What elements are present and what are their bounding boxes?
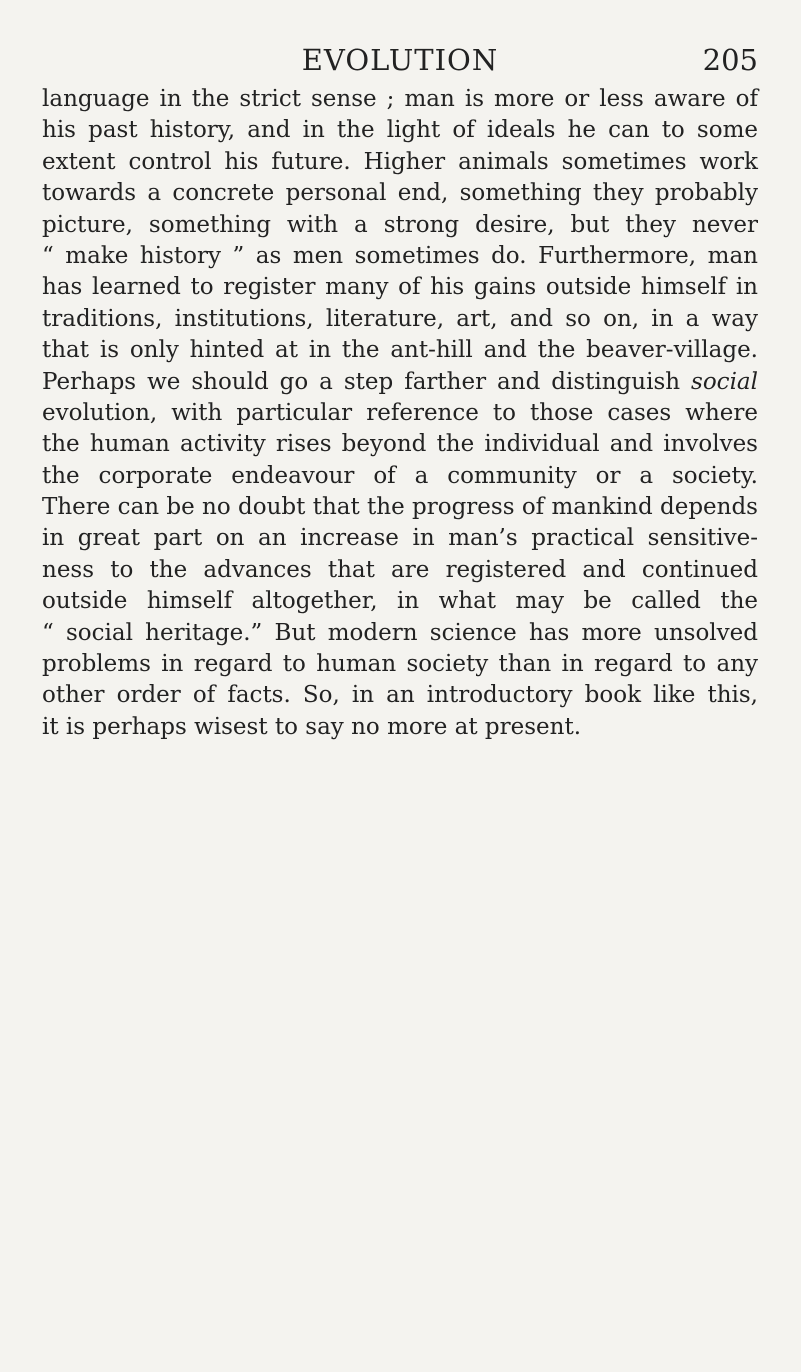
- text-line: outside himself altogether, in what may be called the: [42, 588, 758, 615]
- text-line: has learned to register many of his gains outside himself in: [42, 274, 758, 301]
- text-line: “ make history ” as men sometimes do. Furthermore, man: [42, 242, 758, 269]
- text-line: extent control his future. Higher animals sometimes work: [42, 148, 758, 175]
- body-text: [42, 84, 758, 743]
- text-segment: Perhaps we should go a step farther and distinguish: [42, 368, 681, 395]
- text-line: There can be no doubt that the progress of mankind depends: [42, 494, 758, 521]
- text-line: towards a concrete personal end, something they probably: [42, 180, 758, 207]
- emphasized-word: social: [691, 368, 758, 395]
- page-number: 205: [702, 43, 758, 77]
- text-line: “ social heritage.” But modern science has more unsolved: [42, 619, 758, 646]
- text-line: problems in regard to human society than in regard to any: [42, 651, 758, 678]
- text-line: other order of facts. So, in an introductory book like this,: [42, 682, 758, 709]
- text-line: traditions, institutions, literature, art, and so on, in a way: [42, 305, 758, 332]
- text-line: the human activity rises beyond the individual and involves: [42, 431, 758, 458]
- text-line: his past history, and in the light of ideals he can to some: [42, 117, 758, 144]
- text-line: language in the strict sense ; man is more or less aware of: [42, 86, 758, 112]
- text-line: in great part on an increase in man’s practical sensitive-: [42, 525, 758, 552]
- text-line: ness to the advances that are registered and continued: [42, 556, 758, 583]
- chapter-title: EVOLUTION: [301, 43, 499, 77]
- text-line: that is only hinted at in the ant-hill and the beaver-village.: [42, 337, 758, 364]
- text-line: evolution, with particular reference to those cases where: [42, 399, 758, 426]
- text-line: it is perhaps wisest to say no more at present.: [42, 713, 582, 740]
- text-line-with-emphasis: [42, 367, 758, 398]
- text-line: the corporate endeavour of a community or a society.: [42, 462, 758, 489]
- running-head: [42, 38, 758, 82]
- text-line: picture, something with a strong desire, but they never: [42, 211, 758, 238]
